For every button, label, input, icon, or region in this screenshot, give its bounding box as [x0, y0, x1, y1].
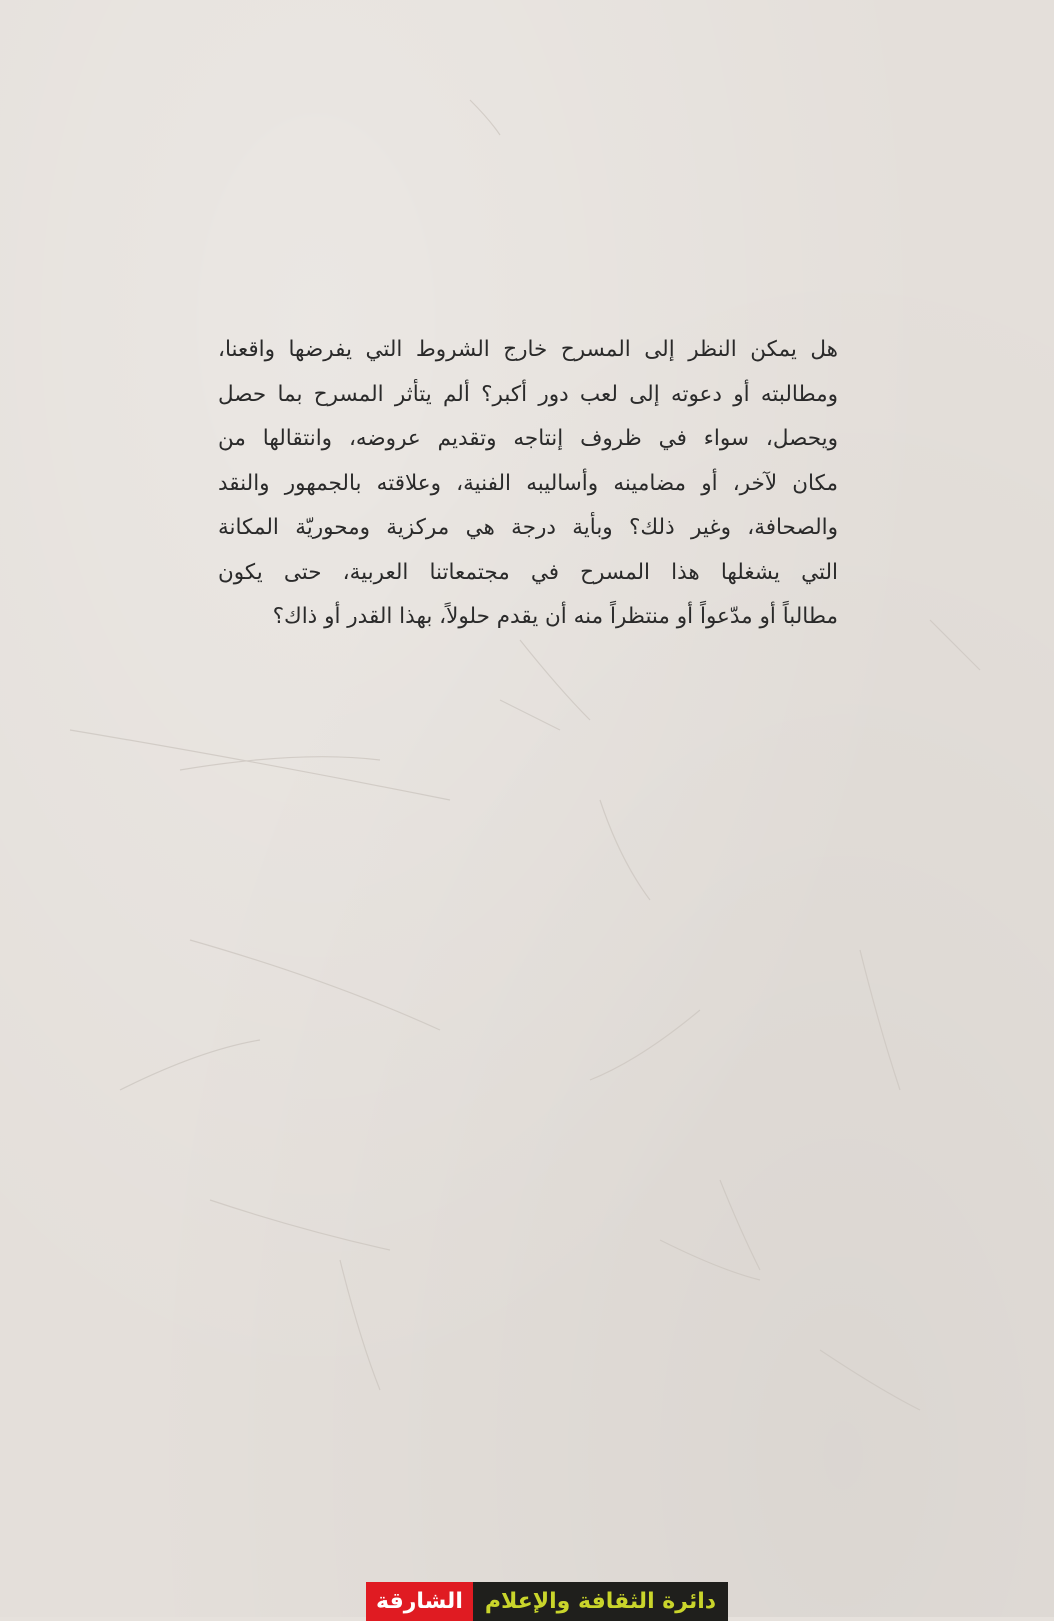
blurb-line: ويحصل، سواء في ظروف إنتاجه وتقديم عروضه، وانتقالها من: [218, 426, 838, 451]
publisher-name-label: دائرة الثقافة والإعلام: [473, 1582, 728, 1621]
blurb-line: هل يمكن النظر إلى المسرح خارج الشروط التي يفرضها واقعنا،: [218, 337, 838, 362]
publisher-logo: [366, 1582, 728, 1621]
blurb-line: التي يشغلها هذا المسرح في مجتمعاتنا العربية، حتى يكون: [218, 559, 838, 585]
blurb-line: ومطالبته أو دعوته إلى لعب دور أكبر؟ ألم يتأثر المسرح بما حصل: [218, 381, 838, 407]
back-cover-blurb: [218, 328, 838, 640]
publisher-city-label: الشارقة: [366, 1582, 473, 1621]
blurb-line: مكان لآخر، أو مضامينه وأساليبه الفنية، وعلاقته بالجمهور والنقد: [218, 470, 838, 496]
blurb-line: والصحافة، وغير ذلك؟ وبأية درجة هي مركزية ومحوريّة المكانة: [218, 515, 838, 540]
blurb-line: مطالباً أو مدّعواً أو منتظراً منه أن يقدم حلولاً، بهذا القدر أو ذاك؟: [272, 604, 838, 629]
